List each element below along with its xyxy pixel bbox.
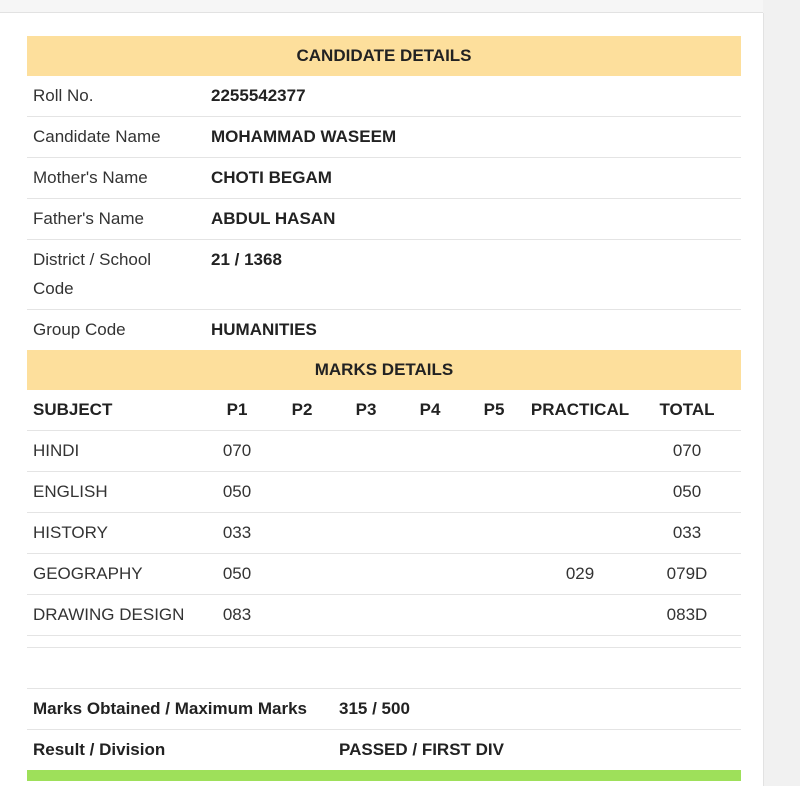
field-mother-name — [27, 158, 741, 199]
subject-cell: GEOGRAPHY — [33, 564, 143, 583]
field-label: Group Code — [33, 320, 126, 339]
field-value: MOHAMMAD WASEEM — [211, 127, 397, 146]
total-cell: 079D — [666, 564, 708, 583]
result-card — [0, 13, 764, 786]
practical-cell: 029 — [565, 564, 595, 583]
field-value: HUMANITIES — [211, 320, 317, 339]
field-label: Father's Name — [33, 209, 144, 228]
field-label: Candidate Name — [33, 127, 161, 146]
candidate-details-header: CANDIDATE DETAILS — [27, 36, 741, 76]
top-bar — [0, 0, 763, 13]
column-header: P4 — [419, 400, 441, 419]
column-header: TOTAL — [659, 400, 715, 419]
field-label: District / School Code — [33, 250, 152, 298]
field-candidate-name — [27, 117, 741, 158]
table-row — [27, 472, 741, 513]
marks-table-header — [27, 390, 741, 431]
result-division-value: PASSED / FIRST DIV — [339, 740, 504, 759]
field-value: 2255542377 — [211, 86, 306, 105]
field-value: 21 / 1368 — [211, 250, 282, 269]
result-division-row — [27, 730, 741, 770]
field-value: ABDUL HASAN — [211, 209, 336, 228]
table-row — [27, 554, 741, 595]
total-cell: 070 — [672, 441, 702, 460]
table-row — [27, 513, 741, 554]
p1-cell: 083 — [222, 605, 252, 624]
marks-obtained-label: Marks Obtained / Maximum Marks — [33, 699, 307, 718]
subject-cell: HINDI — [33, 441, 80, 460]
total-cell: 050 — [672, 482, 702, 501]
p1-cell: 050 — [222, 482, 252, 501]
marks-obtained-row — [27, 689, 741, 730]
column-header: SUBJECT — [33, 400, 113, 419]
field-district-school-code — [27, 240, 741, 310]
field-value: CHOTI BEGAM — [211, 168, 332, 187]
column-header: P1 — [226, 400, 248, 419]
subject-cell: DRAWING DESIGN — [33, 605, 185, 624]
spacer-row — [27, 648, 741, 689]
result-division-label: Result / Division — [33, 740, 166, 759]
field-father-name — [27, 199, 741, 240]
p1-cell: 050 — [222, 564, 252, 583]
total-cell: 033 — [672, 523, 702, 542]
candidate-details-section — [27, 36, 741, 781]
field-roll-no — [27, 76, 741, 117]
subject-cell: HISTORY — [33, 523, 108, 542]
column-header: P5 — [483, 400, 505, 419]
divider — [27, 636, 741, 648]
column-header: PRACTICAL — [530, 400, 630, 419]
table-row — [27, 595, 741, 636]
field-group-code — [27, 310, 741, 350]
subject-cell: ENGLISH — [33, 482, 108, 501]
table-row — [27, 431, 741, 472]
field-label: Mother's Name — [33, 168, 148, 187]
p1-cell: 070 — [222, 441, 252, 460]
column-header: P3 — [355, 400, 377, 419]
total-cell: 083D — [666, 605, 708, 624]
status-bar — [27, 770, 741, 781]
marks-details-header: MARKS DETAILS — [27, 350, 741, 390]
column-header: P2 — [291, 400, 313, 419]
field-label: Roll No. — [33, 86, 94, 105]
p1-cell: 033 — [222, 523, 252, 542]
marks-obtained-value: 315 / 500 — [339, 699, 410, 718]
